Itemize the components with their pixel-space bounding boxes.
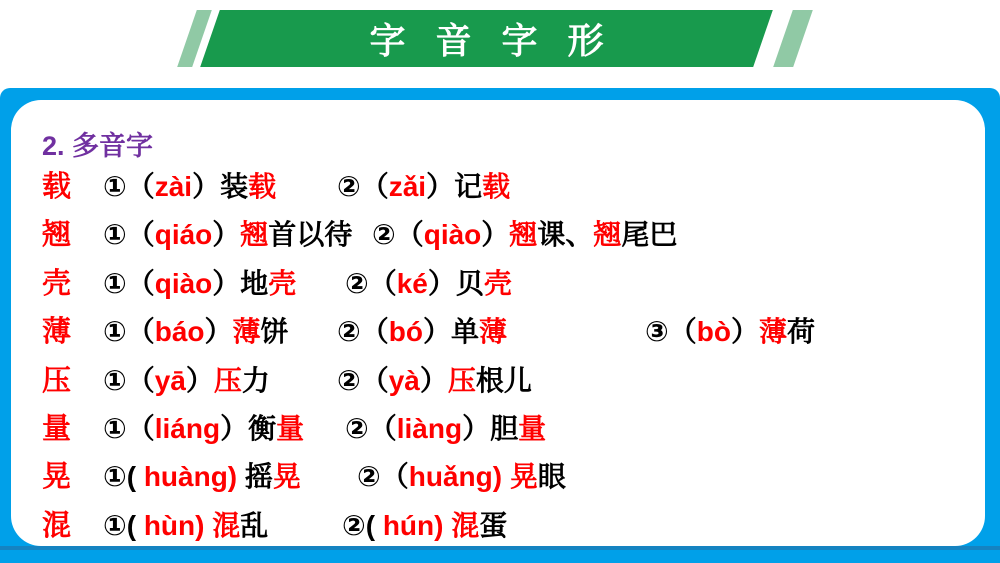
text-segment: 载 <box>482 171 511 202</box>
text-segment: ②（ <box>357 461 409 493</box>
text-segment: ②（ <box>337 316 389 348</box>
text-segment: ） <box>481 219 510 251</box>
text-segment: 摇 <box>237 461 273 493</box>
row-headword: 载 <box>42 171 72 203</box>
text-segment: 壳 <box>483 267 512 299</box>
text-segment: qiáo <box>154 219 213 251</box>
pronunciation-entry <box>342 509 507 543</box>
text-segment: 薄 <box>758 316 787 348</box>
text-segment: ①( <box>103 461 144 493</box>
text-segment: ） <box>185 364 214 396</box>
section-heading: 2. 多音字 <box>42 131 154 161</box>
pronunciation-entry <box>357 460 566 494</box>
text-segment: ②（ <box>345 267 397 299</box>
text-segment: ①（ <box>103 219 155 251</box>
text-segment: ） <box>730 316 759 348</box>
pronunciation-entry <box>337 364 532 398</box>
text-segment: 尾巴 <box>621 219 678 251</box>
text-segment: qiào <box>423 219 482 251</box>
text-segment: 饼 <box>260 316 289 348</box>
text-segment: ①（ <box>103 316 155 348</box>
polyphone-row <box>42 364 972 400</box>
text-segment: ） <box>419 364 448 396</box>
text-segment: ）衡 <box>220 413 277 444</box>
row-headword: 压 <box>42 364 72 397</box>
text-segment: qiào <box>154 267 213 299</box>
pronunciation-entry <box>345 267 512 301</box>
text-segment: ②（ <box>337 364 389 396</box>
text-segment: 蛋 <box>479 509 508 541</box>
text-segment: 首以待 <box>268 219 353 251</box>
text-segment: bó <box>388 316 423 348</box>
text-segment: 晃 <box>509 461 538 493</box>
text-segment: ②（ <box>372 219 424 251</box>
polyphone-row <box>42 267 972 303</box>
row-headword: 量 <box>42 413 72 445</box>
text-segment: huàng) <box>143 461 238 493</box>
row-headword: 薄 <box>42 316 72 349</box>
polyphone-row <box>42 218 972 254</box>
text-segment: zài <box>154 171 193 202</box>
text-segment: 薄 <box>232 316 261 348</box>
text-segment: ①（ <box>103 267 155 299</box>
text-segment: 量 <box>518 413 547 444</box>
text-segment: ①( <box>103 509 144 541</box>
text-segment: ①（ <box>103 364 155 396</box>
text-segment: 翘 <box>240 219 269 251</box>
polyphone-row <box>42 170 972 206</box>
text-segment: ké <box>396 267 428 299</box>
text-segment: 课、 <box>537 219 594 251</box>
pronunciation-entry <box>337 315 507 349</box>
row-headword: 晃 <box>42 461 72 494</box>
text-segment: 薄 <box>478 316 507 348</box>
pronunciation-entry <box>103 460 301 494</box>
text-segment: ） <box>204 316 233 348</box>
polyphone-row <box>42 509 972 545</box>
text-segment: ）记 <box>426 171 483 202</box>
text-segment: 压 <box>213 364 242 396</box>
text-segment: ）单 <box>422 316 479 348</box>
text-segment: 载 <box>248 171 277 202</box>
text-segment: zǎi <box>388 171 427 202</box>
text-segment: 壳 <box>268 267 297 299</box>
pronunciation-entry <box>345 412 546 446</box>
text-segment: ）贝 <box>427 267 484 299</box>
text-segment: ②（ <box>337 171 389 202</box>
text-segment: ）地 <box>212 267 269 299</box>
pronunciation-entry <box>372 218 677 252</box>
text-segment: 根儿 <box>475 364 532 396</box>
text-segment: 混 <box>451 509 480 541</box>
polyphone-row <box>42 412 972 448</box>
pronunciation-entry <box>103 412 304 446</box>
row-headword: 混 <box>42 509 72 542</box>
pronunciation-entry <box>103 218 352 252</box>
text-segment: ②（ <box>345 413 397 444</box>
text-segment: liáng <box>154 413 221 444</box>
text-segment: 晃 <box>272 461 301 493</box>
text-segment: ③（ <box>645 316 697 348</box>
text-segment: yà <box>388 364 420 396</box>
pronunciation-entry <box>645 315 815 349</box>
text-segment: báo <box>154 316 205 348</box>
pronunciation-entry <box>103 509 268 543</box>
text-segment: ②( <box>342 509 383 541</box>
text-segment <box>502 461 510 492</box>
text-segment: 量 <box>276 413 305 444</box>
text-segment: ）胆 <box>462 413 519 444</box>
text-segment: 混 <box>212 509 241 541</box>
text-segment: 力 <box>241 364 270 396</box>
frame-bottom-accent-line <box>0 546 1000 550</box>
pronunciation-entry <box>103 170 276 204</box>
pronunciation-entry <box>337 170 510 204</box>
pronunciation-entry <box>103 267 296 301</box>
text-segment: huǎng) <box>408 461 503 493</box>
text-segment: 翘 <box>593 219 622 251</box>
text-segment: 眼 <box>537 461 566 493</box>
banner-title: 字 音 字 形 <box>369 20 614 61</box>
text-segment: 压 <box>447 364 476 396</box>
banner-right-edge-stripe <box>773 10 813 67</box>
row-headword: 翘 <box>42 219 72 252</box>
text-segment: liàng <box>396 413 463 444</box>
pronunciation-entry <box>103 364 270 398</box>
text-segment: 翘 <box>509 219 538 251</box>
text-segment: 荷 <box>786 316 815 348</box>
row-headword: 壳 <box>42 267 72 300</box>
text-segment: hùn) <box>143 509 205 541</box>
text-segment: yā <box>154 364 186 396</box>
polyphone-row <box>42 460 972 496</box>
text-segment: bò <box>696 316 731 348</box>
text-segment: 乱 <box>240 509 269 541</box>
text-segment: ①（ <box>103 171 155 202</box>
text-segment: ）装 <box>192 171 249 202</box>
polyphone-row <box>42 315 972 351</box>
text-segment: ①（ <box>103 413 155 444</box>
text-segment: hún) <box>382 509 444 541</box>
pronunciation-entry <box>103 315 289 349</box>
text-segment: ） <box>212 219 241 251</box>
